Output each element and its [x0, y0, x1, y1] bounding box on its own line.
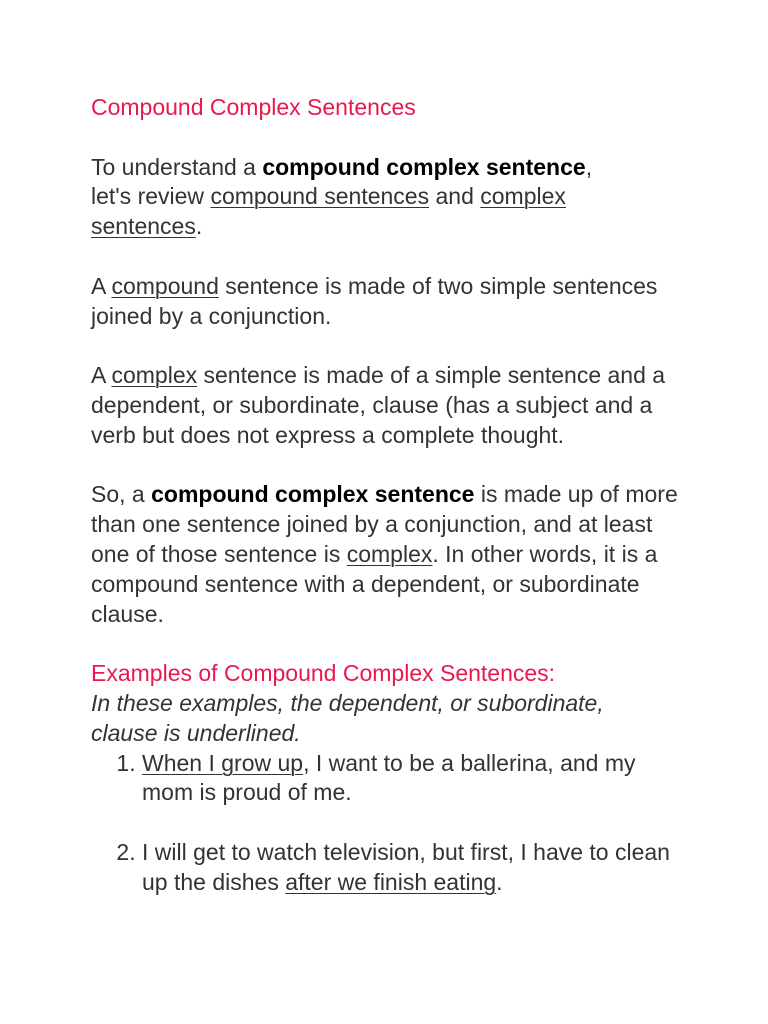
- document-page: [91, 93, 691, 898]
- intro-term: compound complex sentence: [262, 153, 586, 180]
- complex-sentences-link[interactable]: complex: [480, 183, 566, 210]
- spacer: [91, 123, 691, 153]
- compound-sentences-link[interactable]: compound sentences: [210, 183, 430, 210]
- example-2-text: I will get to watch television, but first, I have to clean up the dishes: [142, 838, 670, 895]
- complex-def-text-2: sentence is made of a simple sentence and a dependent, or subordinate, clause (has a subject and a verb but does not express a complete thought.: [91, 362, 666, 448]
- summary-text-2: is made up of more than one sentence joined by a conjunction, and at least one of those sentence is: [91, 481, 678, 567]
- list-item: [142, 749, 691, 809]
- compound-link[interactable]: compound: [111, 272, 219, 299]
- intro-text-4: and: [429, 183, 481, 210]
- complex-link[interactable]: complex: [111, 362, 198, 389]
- document-title: Compound Complex Sentences: [91, 94, 416, 120]
- summary-text-3: . In other words, it is a compound sentence with a dependent, or subordinate clause.: [91, 540, 658, 627]
- intro-text-3: let's review: [91, 183, 211, 210]
- spacer: [91, 629, 691, 659]
- summary-term: compound complex sentence: [151, 481, 475, 508]
- examples-heading: Examples of Compound Complex Sentences:: [91, 660, 556, 687]
- complex-sentences-link-continued[interactable]: sentences: [91, 213, 196, 240]
- compound-definition-paragraph: [91, 272, 691, 332]
- examples-note: In these examples, the dependent, or subordinate, clause is underlined.: [91, 689, 604, 746]
- spacer: [91, 451, 691, 481]
- complex-link-2[interactable]: complex: [346, 540, 433, 567]
- intro-text-5: .: [195, 213, 203, 240]
- summary-paragraph: [91, 480, 681, 629]
- example-2-end: .: [496, 868, 503, 895]
- examples-list: [91, 749, 691, 898]
- intro-text-2: ,: [585, 153, 593, 180]
- compound-def-text-1: A: [91, 272, 112, 299]
- complex-def-text-1: A: [91, 362, 112, 389]
- spacer: [91, 331, 691, 361]
- example-1-text: , I want to be a ballerina, and my mom is proud of me.: [142, 749, 636, 806]
- intro-text-1: To understand a: [91, 153, 263, 180]
- spacer: [91, 242, 691, 272]
- list-item: [142, 838, 691, 898]
- example-1-underlined-clause: When I grow up: [142, 749, 304, 776]
- intro-paragraph: [91, 153, 691, 242]
- complex-definition-paragraph: [91, 361, 681, 450]
- compound-def-text-2: sentence is made of two simple sentences joined by a conjunction.: [91, 272, 658, 329]
- summary-text-1: So, a: [91, 481, 152, 508]
- example-2-underlined-clause: after we finish eating: [285, 868, 497, 895]
